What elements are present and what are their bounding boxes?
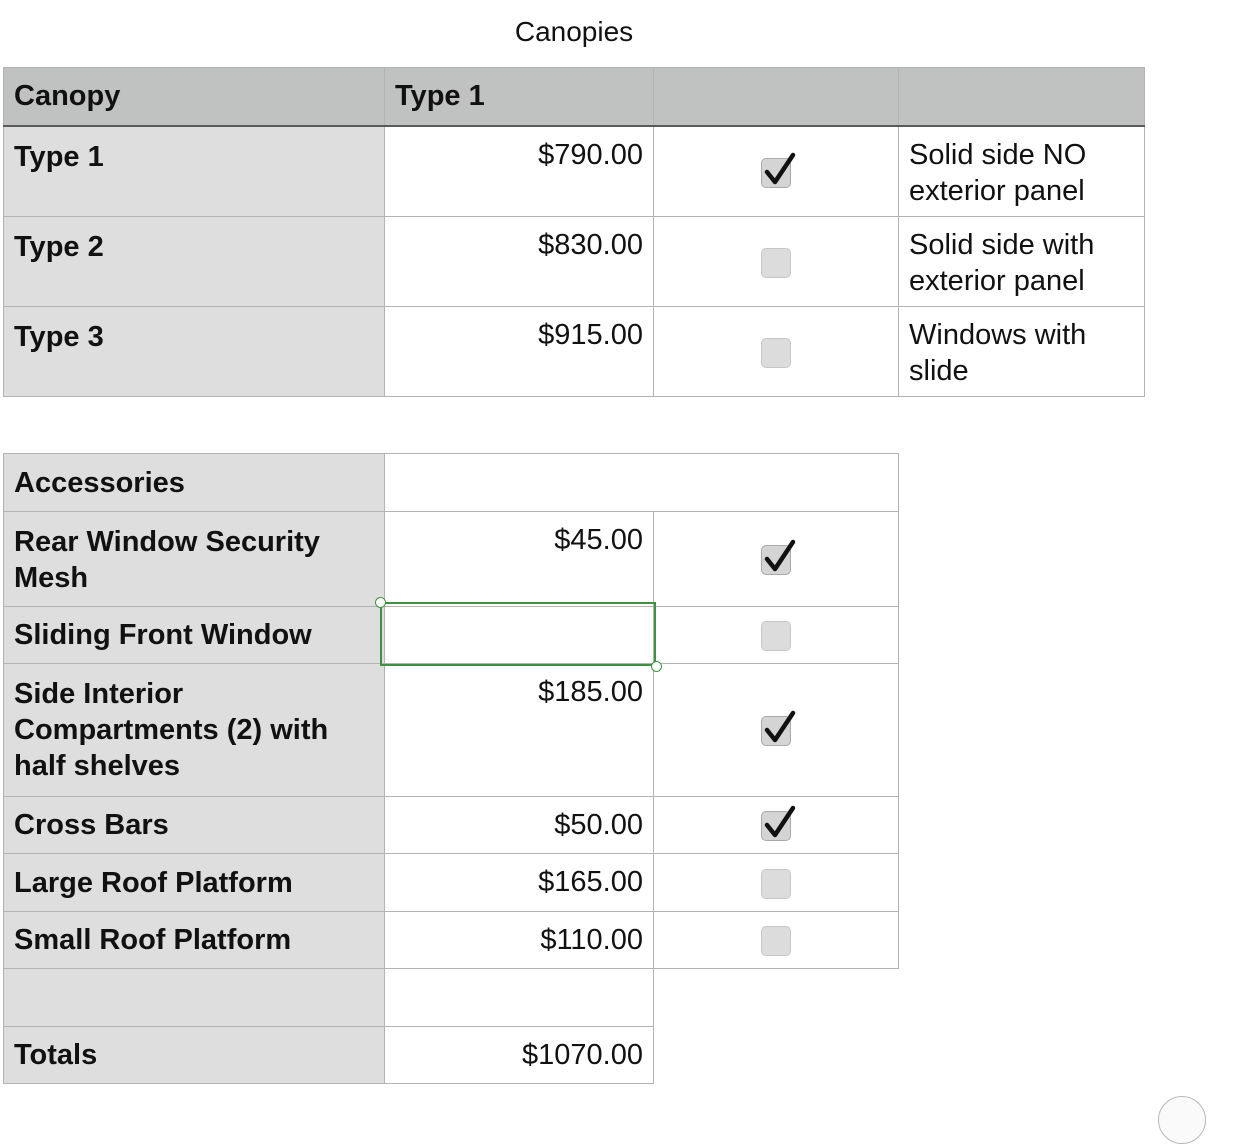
accessory-label[interactable]: Cross Bars [4, 797, 385, 854]
canopy-description[interactable]: Solid side with exterior panel [899, 217, 1145, 307]
accessory-price[interactable]: $45.00 [385, 512, 654, 607]
accessory-price[interactable]: $185.00 [385, 664, 654, 797]
blank-label[interactable] [4, 969, 385, 1027]
accessory-price[interactable]: $50.00 [385, 797, 654, 854]
selection-handle-bottom-right[interactable] [651, 661, 662, 672]
accessory-checkbox[interactable] [761, 811, 791, 841]
sheet-title: Canopies [514, 16, 634, 47]
accessory-check-cell [654, 912, 899, 969]
accessory-checkbox[interactable] [761, 545, 791, 575]
canopy-checkbox[interactable] [761, 338, 791, 368]
checkmark-icon [762, 804, 798, 840]
canopy-check-cell [654, 307, 899, 397]
accessory-label[interactable]: Side Interior Compartments (2) with half shelves [4, 664, 385, 797]
accessories-header-row [4, 454, 899, 512]
header-description[interactable] [899, 68, 1145, 126]
accessory-checkbox[interactable] [761, 926, 791, 956]
canopy-check-cell [654, 217, 899, 307]
accessory-check-cell [654, 664, 899, 797]
blank-price[interactable] [385, 969, 654, 1027]
canopy-price[interactable]: $915.00 [385, 307, 654, 397]
accessory-checkbox[interactable] [761, 716, 791, 746]
accessory-label[interactable]: Sliding Front Window [4, 607, 385, 664]
accessory-label[interactable]: Large Roof Platform [4, 854, 385, 912]
accessory-row [4, 607, 899, 664]
canopy-header-row [4, 68, 1145, 126]
accessories-header-blank[interactable] [385, 454, 899, 512]
canopy-row [4, 307, 1145, 397]
accessory-check-cell [654, 512, 899, 607]
checkmark-icon [762, 709, 798, 745]
canopy-label[interactable]: Type 2 [4, 217, 385, 307]
accessory-row [4, 797, 899, 854]
blank-row [4, 969, 899, 1027]
accessory-check-cell [654, 607, 899, 664]
canopy-checkbox[interactable] [761, 158, 791, 188]
canopy-description[interactable]: Solid side NO exterior panel [899, 126, 1145, 217]
accessories-table [3, 453, 899, 1084]
header-canopy[interactable]: Canopy [4, 68, 385, 126]
accessory-price[interactable]: $165.00 [385, 854, 654, 912]
canopy-price[interactable]: $830.00 [385, 217, 654, 307]
canopy-table [3, 67, 1145, 397]
canopy-row [4, 217, 1145, 307]
accessory-label[interactable]: Rear Window Security Mesh [4, 512, 385, 607]
add-button[interactable] [1158, 1096, 1206, 1144]
accessories-header[interactable]: Accessories [4, 454, 385, 512]
accessory-price-selected[interactable] [385, 607, 654, 664]
accessory-label[interactable]: Small Roof Platform [4, 912, 385, 969]
accessory-price[interactable]: $110.00 [385, 912, 654, 969]
accessory-row [4, 912, 899, 969]
header-type[interactable]: Type 1 [385, 68, 654, 126]
checkmark-icon [762, 151, 798, 187]
canopy-description[interactable]: Windows with slide [899, 307, 1145, 397]
accessory-row [4, 664, 899, 797]
accessory-check-cell [654, 854, 899, 912]
accessory-checkbox[interactable] [761, 869, 791, 899]
header-check[interactable] [654, 68, 899, 126]
canopy-label[interactable]: Type 3 [4, 307, 385, 397]
accessory-checkbox[interactable] [761, 621, 791, 651]
canopy-check-cell [654, 126, 899, 217]
checkmark-icon [762, 538, 798, 574]
canopy-row [4, 126, 1145, 217]
totals-value[interactable]: $1070.00 [385, 1027, 654, 1084]
accessory-check-cell [654, 797, 899, 854]
selection-handle-top-left[interactable] [375, 597, 386, 608]
totals-label[interactable]: Totals [4, 1027, 385, 1084]
accessory-row [4, 512, 899, 607]
canopy-label[interactable]: Type 1 [4, 126, 385, 217]
totals-row [4, 1027, 899, 1084]
accessory-row [4, 854, 899, 912]
canopy-price[interactable]: $790.00 [385, 126, 654, 217]
canopy-checkbox[interactable] [761, 248, 791, 278]
